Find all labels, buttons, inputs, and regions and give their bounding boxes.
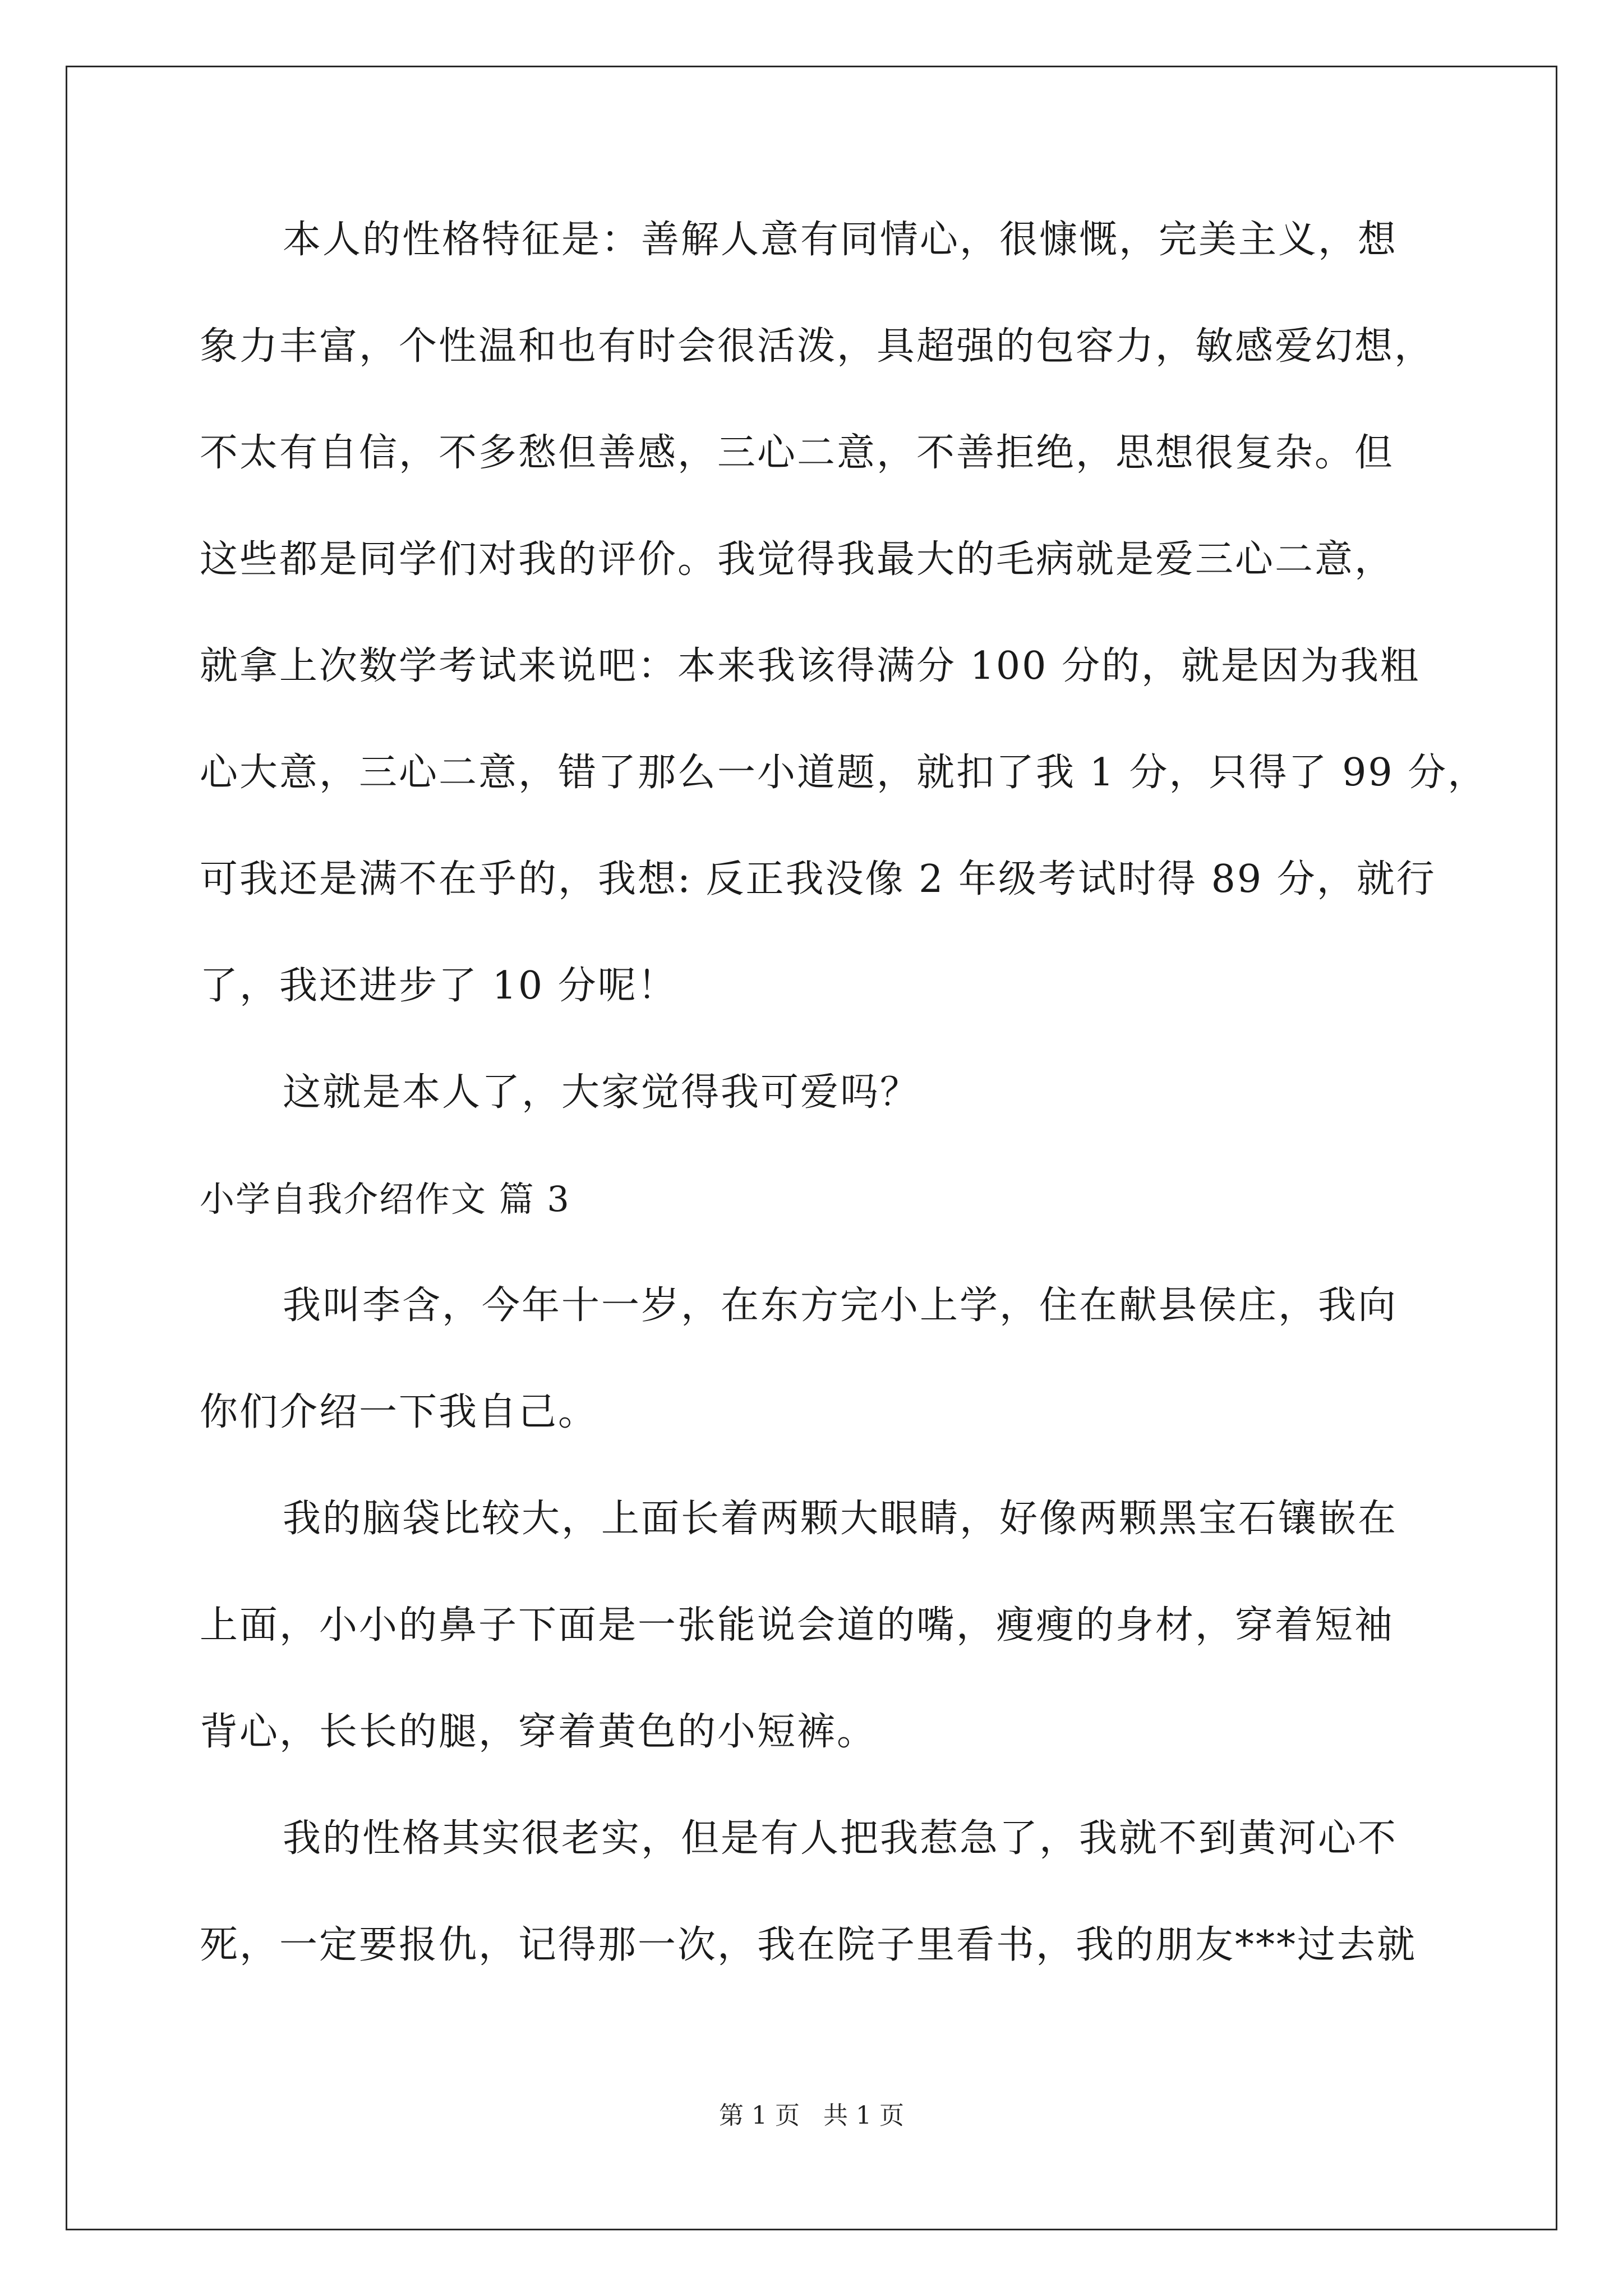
paragraph-1-line-1: 本人的性格特征是：善解人意有同情心，很慷慨，完美主义，想	[283, 218, 1398, 262]
paragraph-3-line-1: 我叫李含，今年十一岁，在东方完小上学，住在献县侯庄，我向	[283, 1283, 1398, 1328]
paragraph-1-line-7: 可我还是满不在乎的，我想: 反正我没像 2 年级考试时得 89 分，就行	[200, 857, 1436, 901]
page-total: 共 1 页	[823, 2101, 904, 2130]
paragraph-1-line-4: 这些都是同学们对我的评价。我觉得我最大的毛病就是爱三心二意，	[200, 537, 1395, 582]
paragraph-4-line-3: 背心，长长的腿，穿着黄色的小短裤。	[200, 1710, 877, 1754]
page-border	[66, 66, 1557, 2230]
paragraph-1-line-6: 心大意，三心二意，错了那么一小道题，就扣了我 1 分，只得了 99 分，	[200, 751, 1488, 795]
paragraph-1-line-8: 了，我还进步了 10 分呢！	[200, 964, 677, 1008]
paragraph-2-line-1: 这就是本人了，大家觉得我可爱吗？	[283, 1070, 920, 1115]
paragraph-3-line-2: 你们介绍一下我自己。	[200, 1390, 598, 1434]
page-number: 第 1 页	[719, 2101, 800, 2130]
paragraph-5-line-2: 死，一定要报仇，记得那一次，我在院子里看书，我的朋友***过去就	[200, 1923, 1417, 1967]
paragraph-5-line-1: 我的性格其实很老实，但是有人把我惹急了，我就不到黄河心不	[283, 1816, 1398, 1861]
page-footer	[0, 2095, 1623, 2131]
paragraph-1-line-2: 象力丰富，个性温和也有时会很活泼，具超强的包容力，敏感爱幻想，	[200, 324, 1435, 369]
section-heading: 小学自我介绍作文 篇 3	[200, 1179, 570, 1220]
paragraph-1-line-5: 就拿上次数学考试来说吧：本来我该得满分 100 分的，就是因为我粗	[200, 644, 1421, 688]
paragraph-1-line-3: 不太有自信，不多愁但善感，三心二意，不善拒绝，思想很复杂。但	[200, 431, 1395, 475]
paragraph-4-line-2: 上面，小小的鼻子下面是一张能说会道的嘴，瘦瘦的身材，穿着短袖	[200, 1603, 1395, 1648]
paragraph-4-line-1: 我的脑袋比较大，上面长着两颗大眼睛，好像两颗黑宝石镶嵌在	[283, 1497, 1398, 1541]
